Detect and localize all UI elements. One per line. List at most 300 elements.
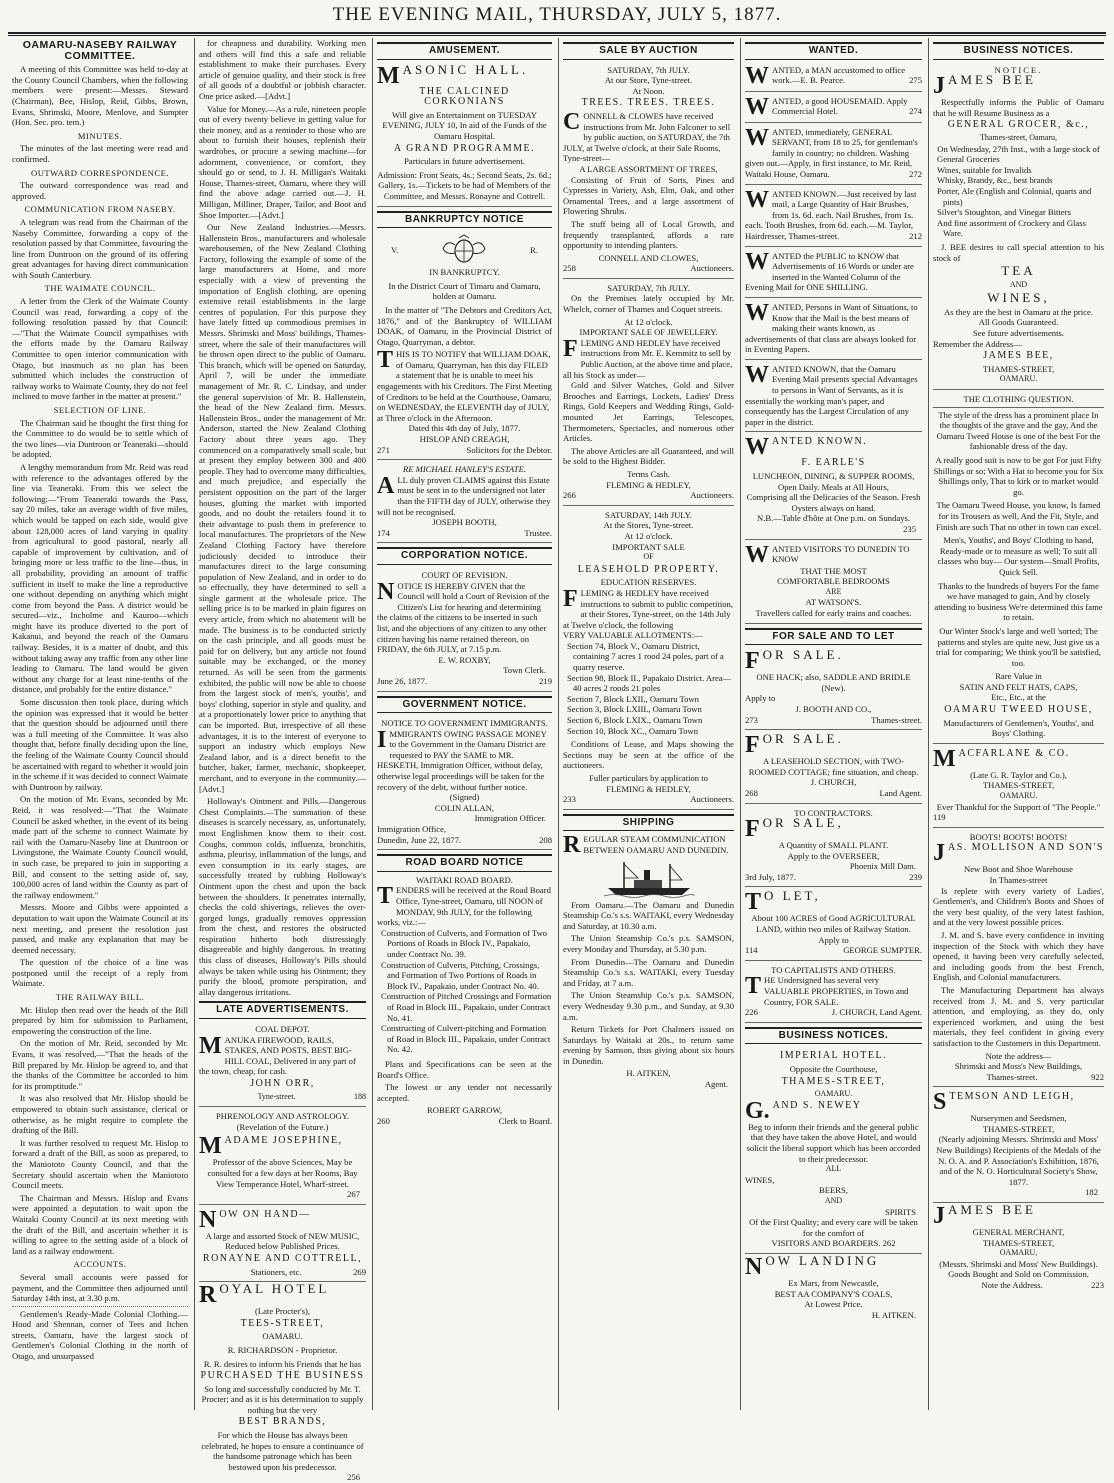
ad-body: Fuller particulars by application to — [589, 773, 708, 783]
for-sale-ad — [745, 732, 922, 803]
ad-title: ASONIC HALL. — [402, 61, 529, 77]
ad-town: OAMARU, — [999, 1248, 1038, 1258]
ad-number: 239 — [909, 871, 922, 882]
ad-role: Solicitors for the Debtor. — [466, 444, 552, 455]
ad-number: 182 — [1085, 1187, 1098, 1198]
ad-line: COMFORTABLE BEDROOMS — [777, 576, 890, 587]
article-paragraph: The minutes of the last meeting were read and confirmed. — [12, 143, 188, 164]
list-item: Section 6, Block LXIX., Oamaru Town — [567, 715, 703, 726]
drop-cap: N — [377, 578, 395, 605]
ad-body: OTICE IS HEREBY GIVEN that the Council will hold a Court of Revision of the Citizen's List for hearing and determining the claims of the citizens to be inserted in such list, and the objections of any citizen to any other citizen having his name retained thereon, on FRIDAY, the 6th JULY, at 7.15 p.m. — [377, 580, 550, 655]
ad-line: BEERS, — [819, 1185, 848, 1196]
ad-role: Immigration Officer. — [474, 813, 546, 824]
ad-subtitle: GENERAL MERCHANT, — [972, 1227, 1065, 1238]
ad-body: The Union Steamship Co.'s p.s. SAMSON, every Monday and Thursday, at 5.30 p.m. — [563, 933, 734, 954]
drop-cap: J — [933, 840, 945, 867]
ad-line: THAT THE MOST — [800, 565, 867, 576]
article-paragraph: The Chairman said he thought the first thing for the Committee to do would be to settle which of the two lines—via Duntroon or Teaneraki—should be adopted. — [12, 417, 188, 460]
ad-street: THAMES-STREET, — [982, 1123, 1055, 1134]
hanley-estate-ad — [377, 462, 552, 543]
ad-line: All Goods Guaranteed. — [978, 317, 1059, 328]
ad-body: A large and assorted Stock of NEW MUSIC, Reduced below Published Prices. — [205, 1230, 360, 1252]
ad-number: 272 — [909, 168, 922, 179]
ad-role: Auctioneers. — [690, 490, 734, 501]
ad-body: In the District Court of Timaru and Oamaru, holden at Oamaru. — [388, 280, 541, 302]
ad-hours: Open Daily. Meals at All Hours, — [778, 481, 889, 492]
ad-body: Conditions of Lease, and Maps showing the Sections may be seen at the office of the auctioneers. — [563, 739, 734, 771]
ad-body: ANTED, immediately, GENERAL SERVANT, from 18 to 25, for gentleman's family in country; no children. Washing given out.—Apply, in first instance, to Mr. Reid, Waitaki House, Oamaru. — [745, 126, 918, 179]
masthead-rule — [8, 32, 1106, 34]
ad-subtitle: New Boot and Shoe Warehouse — [964, 864, 1073, 875]
wanted-ad — [745, 63, 922, 92]
ad-time: At 12 o'clock. — [624, 530, 673, 541]
ad-street: THAMES-STREET, — [781, 1075, 886, 1087]
drop-cap: G. — [745, 1097, 770, 1124]
drop-cap: F — [563, 585, 578, 612]
vr-left: V. — [391, 244, 399, 255]
mollison-ad — [933, 830, 1104, 1087]
ad-body: Gold and Silver Watches, Gold and Silver Brooches and Earrings, Lockets, Ladies' Dress Rings, Gold Keepers and Wedding Rings, Gold-mounted Jet Earrings, Telescopes, Thermometers, Spectacles, and numerous other Articles. — [563, 380, 734, 444]
now-landing-ad — [745, 1252, 922, 1320]
ad-street: THAMES-STREET, — [982, 780, 1055, 791]
ad-of: OF — [643, 552, 654, 562]
ad-number: 174 — [377, 527, 390, 538]
ad-body: Travellers called for early trains and coaches. — [755, 607, 912, 618]
ad-title: LEASEHOLD PROPERTY. — [577, 563, 720, 575]
ad-body: ENDERS will be received at the Road Board Office, Tyne-street, Oamaru, till NOON of MONDAY, 9th JULY, for the following works, viz.:— — [377, 885, 551, 928]
drop-cap: R — [199, 1282, 217, 1309]
ad-number: 212 — [909, 230, 922, 241]
ad-name: AND S. NEWEY — [772, 1099, 862, 1111]
section-heading: OUTWARD CORRESPONDENCE. — [30, 167, 170, 178]
ad-date: SATURDAY, 7th JULY. — [607, 64, 690, 75]
article-paragraph: A meeting of this Committee was held to-day at the County Council Chambers, when the following members were present:—Messrs. Steward (Chairman), Bee, Hislop, Reid, Gibbs, Brown, Evans, Shrimski, Moore, Menlove, and Sumpter (Hon. Sec. pro. tem.) — [12, 64, 188, 128]
ad-line: Etc., Etc., at the — [991, 692, 1046, 703]
masonic-hall-ad — [377, 63, 552, 207]
ad-name: ACFARLANE & CO. — [958, 747, 1070, 759]
ad-date: Dated this 4th day of July, 1877. — [408, 423, 521, 434]
ad-number: 258 — [563, 263, 576, 274]
shipping-heading: SHIPPING — [563, 814, 734, 832]
ad-note: N.B.—Table d'hôte at One p.m. on Sundays. — [757, 513, 910, 524]
list-item: Construction of Culverts, Pitching, Crossings, and Formation of Two Portions of Roads in Block IV., Papakaio, under Contract No. 40. — [381, 959, 540, 991]
ad-role: Trustee. — [524, 527, 552, 538]
article-paragraph: The outward correspondence was read and approved. — [12, 180, 188, 201]
ad-title: WAITAKI ROAD BOARD. — [416, 874, 513, 885]
verse: Men's, Youths', and Boys' Clothing to hand, Ready-made or to measure as well; To suit all classes who buy— Our system—Small Profits, Quick Sell. — [937, 535, 1100, 577]
ad-name: COLIN ALLAN, — [434, 802, 495, 813]
ad-subtitle: (Revelation of the Future.) — [236, 1121, 329, 1132]
ad-title: OR SALE, — [762, 815, 844, 831]
section-heading: COMMUNICATION FROM NASEBY. — [24, 204, 176, 215]
column-6 — [928, 38, 1108, 1410]
ad-name: OAMARU TWEED HOUSE, — [944, 704, 1093, 716]
ad-name: CONNELL AND CLOWES, — [598, 252, 699, 263]
ad-name: ADAME JOSEPHINE, — [224, 1135, 343, 1147]
ad-name: H. AITKEN. — [871, 1309, 916, 1320]
ad-town: OAMARU. — [814, 1089, 853, 1099]
drop-cap: J — [933, 1203, 945, 1230]
ad-number: 188 — [354, 1091, 366, 1101]
drop-cap: W — [745, 186, 769, 213]
ad-street: TEES-STREET, — [240, 1317, 325, 1329]
ad-body: Admission: Front Seats, 4s.; Second Seats, 2s. 6d.; Gallery, 1s.—Tickets to be had of Members of the Committee, and Messrs. Ronayne and Cottrell. — [377, 169, 552, 201]
ad-body: Respectfully informs the Public of Oamaru that he will Resume Business as a — [933, 97, 1104, 118]
ad-body: ANTED, Persons in Want of Situations, to Know that the Mail is the best means of making their wants known, as advertisements of that class are always looked for in Evening Papers. — [745, 301, 918, 355]
article-paragraph: Several small accounts were passed for payment, and the Committee then adjourned until Saturday 14th inst, at 3.30 p.m. — [12, 1271, 188, 1304]
for-sale-ad — [745, 648, 922, 730]
list-item: Constructing of Culvert-pitching and Formation of Road in Block III., Papakaio, under Contract No. 42. — [381, 1023, 551, 1055]
drop-cap: W — [745, 62, 769, 89]
ad-apply: Apply to — [745, 693, 776, 704]
wanted-ad — [745, 125, 922, 185]
ad-name: ROBERT GARROW, — [427, 1105, 502, 1116]
ad-subtitle: (Late Procter's), — [255, 1306, 310, 1317]
ad-title: COAL DEPOT. — [255, 1024, 310, 1035]
capitalists-ad — [745, 963, 922, 1023]
business-notices-heading: BUSINESS NOTICES. — [933, 42, 1104, 60]
article-paragraph: It was also resolved that Mr. Hislop should be empowered to obtain such assistance, clerical or otherwise, as he might require to complete the drafting of the Bill. — [12, 1093, 188, 1136]
section-heading: SELECTION OF LINE. — [53, 405, 147, 415]
ad-body: J. M. and S. have every confidence in inviting inspection of the Stock with which they have opened, it having been very carefully selected, and including goods from the best French, English, and Colonial manufacturers. — [933, 929, 1104, 983]
ad-time: At 12 o'clock. — [624, 316, 673, 327]
ad-body: The Union Steamship Co.'s p.s. SAMSON, every Wednesday 9.30 p.m., and Sunday, at 9.30 a.m. — [563, 990, 734, 1022]
ad-body: Ex Mars, from Newcastle, — [788, 1277, 879, 1288]
ad-name: J. CHURCH, — [810, 777, 857, 788]
bankruptcy-ad — [377, 231, 552, 460]
ad-number: 922 — [1091, 1071, 1104, 1082]
list-item: General Groceries — [937, 154, 1000, 165]
ad-body: Is replete with every variety of Ladies', Gentlemen's, and Children's Boots and Shoes of the very best quality, of the very latest fashion, and at the very lowest possible prices. — [933, 885, 1104, 928]
ad-emphasis: A GRAND PROGRAMME. — [393, 142, 536, 154]
ad-role: Clerk to Board. — [498, 1115, 552, 1126]
ad-body: HE Undersigned has several very VALUABLE PROPERTIES, in Town and Country, FOR SALE. — [764, 975, 909, 1007]
ad-body: The above Articles are all Guaranteed, and will be sold to the Highest Bidder. — [563, 445, 734, 467]
list-item: Construction of Culverts, and Formation of Two Portions of Roads in Block IV., Papakaio, under Contract No. 39. — [381, 927, 548, 959]
imperial-hotel-ad — [745, 1047, 922, 1254]
drop-cap: W — [745, 93, 769, 120]
ad-line: Note the address— — [985, 1050, 1052, 1061]
ad-location: At the Stores, Tyne-street. — [603, 520, 694, 531]
ad-heading: TO CONTRACTORS. — [794, 807, 873, 818]
drop-cap: T — [745, 973, 762, 1000]
ad-line: ALL — [825, 1164, 842, 1174]
drop-cap: R — [563, 832, 581, 859]
sale-by-auction-heading: SALE BY AUCTION — [563, 42, 734, 60]
ad-title: PHRENOLOGY AND ASTROLOGY. — [216, 1111, 349, 1122]
article-paragraph: A lengthy memorandum from Mr. Reid was read with reference to the advantages offered by the line via Teaneraki. From this we select the following:—"From Teaneraki towards the Pass, say 20 miles, take an average width of five miles, which would be tapped on each side, would give about 128,000 acres of land varying in quality from agricultural to good pastoral, nearly all capable of improvement by cultivation, and of bringing more or less traffic to the line—thus, in all probability, providing an amount of traffic sufficient in itself to make the line a reproductive one without depending on anything which might come from beyond the Pass. A district would be secured—viz., Incholme and Kauroo—which might have its produce diverted to the port of Kakanui, and beyond the reach of the Oamaru railway. Besides, it is a matter of doubt, and this without taking away any traffic from any other line leading to Oamaru. The land would be given without any charge for at least nine-tenths of the distance, and probably for the entire distance." — [12, 461, 188, 695]
ad-title: OW ON HAND— — [219, 1208, 311, 1220]
verse: Our Winter Stock's large and well 'sorted; The patterns and styles are quite new, Just give us a trial for comparing; We think you'll be satisfied, too. — [936, 625, 1101, 668]
ad-address: Thames-street. — [871, 714, 922, 725]
ad-body: ANTED KNOWN.—Just received by last mail, a Large Quantity of Hair Brushes, from 1s. 6d. each. Nail Brushes, from 1s. each. Tooth Brushes, from 6d. each.—M. Taylor, Hairdresser, Thames-street. — [745, 188, 917, 241]
ad-line: Remember the Address— — [933, 338, 1022, 349]
corporation-heading: CORPORATION NOTICE. — [377, 547, 552, 565]
drop-cap: M — [377, 62, 400, 89]
ad-subtitle: LUNCHEON, DINING, & SUPPER ROOMS, — [752, 471, 915, 482]
ad-body: ANTED, a MAN accustomed to office work.—E. B. Pearce. — [772, 64, 906, 86]
ad-body: MMIGRANTS OWING PASSAGE MONEY to the Government in the Oamaru District are requested to PAY the SAME to MR. HESKETH, Immigration Officer, without delay, otherwise legal proceedings will be taken for the recovery of the debt, without further notice. — [377, 728, 547, 792]
amusement-heading: AMUSEMENT. — [377, 42, 552, 60]
ad-title: OR SALE. — [762, 731, 844, 747]
wanted-ad — [745, 187, 922, 247]
ad-address: In Thames-street — [989, 875, 1048, 885]
drop-cap: W — [745, 361, 769, 388]
phrenology-ad — [199, 1109, 366, 1205]
ad-body: R. R. desires to inform his Friends that he has — [203, 1358, 362, 1369]
ad-address: Phoenix Mill Dam. — [849, 861, 916, 872]
list-item: Whisky, Brandy, &c., best brands — [937, 175, 1053, 186]
drop-cap: A — [377, 472, 395, 499]
ad-body: About 100 ACRES of Good AGRICULTURAL LAND, within two miles of Railway Station. — [751, 913, 916, 935]
ad-body: In the matter of "The Debtors and Creditors Act, 1876," and of the Bankruptcy of WILLIAM DOAK, of Oamaru, in the Provincial District of Otago, Quarryman, a debtor. — [377, 304, 552, 347]
ad-number: 223 — [1091, 1280, 1104, 1290]
ad-line: Shrimski and Moss's New Buildings, — [954, 1061, 1083, 1072]
ad-body: A LEASEHOLD SECTION, with TWO-ROOMED COTTAGE; fine situation, and cheap. — [748, 756, 919, 777]
ad-line: AT WATSON'S. — [805, 597, 862, 608]
ad-body: Return Tickets for Port Chalmers issued on Saturdays by Waitaki at 20s., to return same evening by Samson, thus giving about six hours in Dunedin. — [563, 1024, 734, 1066]
list-item: Section 3, Block LXIII., Oamaru Town — [567, 704, 702, 715]
ad-body: From Dunedin—The Oamaru and Dunedin Steamship Co.'s s.s. WAITAKI, every Tuesday and Friday, at 7 a.m. — [563, 956, 734, 988]
ad-body: ANTED the PUBLIC to KNOW that Advertisements of 16 Words or under are inserted in the Wanted Column of the Evening Mail for ONE SHILLING. — [745, 250, 914, 293]
ad-number: 226 — [745, 1007, 758, 1018]
list-item: Silver's Stoughton, and Vinegar Bitters — [937, 207, 1071, 218]
ad-body: The lowest or any tender not necessarily accepted. — [377, 1082, 552, 1103]
list-item: And fine assortment of Crockery and Glass Ware. — [937, 217, 1086, 239]
article-paragraph: On the motion of Mr. Reid, seconded by Mr. Evans, it was resolved,—"That the heads of the Bill prepared by Mr. Hislop be agreed to, and that the thanks of the Committee be accorded to him for its promptitude." — [12, 1038, 188, 1091]
drop-cap: T — [377, 883, 394, 910]
government-ad — [377, 716, 552, 850]
coal-depot-ad — [199, 1022, 366, 1107]
ad-title: ANTED VISITORS TO DUNEDIN TO KNOW — [772, 543, 910, 565]
ad-body: Plans and Specifications can be seen at the Board's Office. — [377, 1058, 552, 1080]
advt-paragraph: Holloway's Ointment and Pills.—Dangerous Chest Complaints.—The summation of these diseases is scarcely necessary, as, unfortunately, most Englishmen know them to their cost. Coughs, common colds, influenza, bronchitis, asthma, pleurisy, inflammation of the lungs, and even consumption in its early stages, are successfully treated by rubbing Holloway's Ointment upon the chest and upon the back between the shoulders. It penetrates internally, checks the cold shiverings, relieves the over-gorged lungs, gradually removes oppression from the chest, and restores the obstructed respiration hitherto both distressingly disagreeable and highly dangerous. In treating this class of diseases, Holloway's Pills should always be taken while using his Ointment; they purify the blood, promote perspiration, and allay dangerous irritations. — [199, 796, 366, 997]
ad-name: AMES BEE — [948, 72, 1036, 88]
ad-number: 219 — [539, 675, 552, 686]
ad-location: At our Store, Tyne-street. — [604, 75, 693, 86]
ad-title: OYAL HOTEL — [219, 1281, 330, 1297]
ad-proprietor: R. RICHARDSON - Proprietor. — [227, 1344, 338, 1355]
james-bee-merchant-ad — [933, 1202, 1104, 1291]
leasehold-auction-ad — [563, 508, 734, 810]
ad-emphasis: PURCHASED THE BUSINESS — [200, 1370, 365, 1382]
article-paragraph: The Chairman and Messrs. Hislop and Evans were appointed a deputation to wait upon the Waitaki County Council at its next meeting with the draft of the Bill, and ascertain whether it is willing to agree to the setting aside of a block of land as a railway endowment. — [12, 1192, 188, 1256]
section-heading: MINUTES. — [77, 130, 123, 141]
ad-body: Will give an Entertainment on TUESDAY EVENING, JULY 10, In aid of the Funds of the Oamaru Hospital. — [382, 109, 547, 141]
ad-role: Agent. — [704, 1079, 728, 1090]
ad-title: ANTED KNOWN. — [772, 436, 868, 448]
ad-role: Land Agent. — [879, 787, 922, 798]
list-item: Porter, Ale (English and Colonial, quarts and pints) — [937, 185, 1092, 207]
ad-subtitle: Stationers, etc. — [250, 1266, 302, 1277]
drop-cap: M — [199, 1032, 222, 1059]
advt-paragraph: for cheapness and durability. Working men and others will find this a safe and reliable establishment to make their purchases. Every article of genuine quality, and their stock is free of all goods of a doubtful or jobbish character. One price asked.—[Advt.] — [199, 38, 366, 101]
article-paragraph: It was further resolved to request Mr. Hislop to forward a draft of the Bill, as soon as prepared, to the Maniototo County Council, and that the Secretary should ascertain when the Maniototo Council meets. — [12, 1137, 188, 1191]
ad-line: SPIRITS — [884, 1206, 916, 1217]
ad-address: Thames-street, Oamaru, — [979, 132, 1058, 142]
column-3 — [372, 38, 556, 1410]
drop-cap: F — [745, 816, 760, 843]
drop-cap: W — [745, 299, 769, 326]
ad-role: Auctioneers. — [690, 794, 734, 805]
drop-cap: F — [745, 648, 760, 675]
column-4 — [558, 38, 738, 1410]
ad-number: 260 — [377, 1115, 390, 1126]
ad-name: AS. MOLLISON AND SON'S — [948, 842, 1104, 854]
for-sale-heading: FOR SALE AND TO LET — [745, 628, 922, 646]
drop-cap: T — [745, 889, 762, 916]
ad-street: THAMES-STREET, — [982, 1237, 1055, 1248]
ad-time: At Noon. — [632, 85, 665, 96]
ad-line: AND — [824, 1195, 843, 1205]
ad-town: OAMARU. — [999, 374, 1038, 384]
ad-body: The Manufacturing Department has always received from J. M. and S. very particular attention, and employing, as they do, only experienced workmen, and using the best materials, they feel confident in giving every satisfaction to the Customers in this Department. — [933, 984, 1104, 1048]
section-heading: THE WAIMATE COUNCIL. — [44, 283, 156, 294]
verse: A really good suit is now to be got For just Fifty Shillings or so; With a Hat to become you for Six Shillings only, That to kirk or to market would go. — [933, 455, 1104, 497]
ad-number: 119 — [933, 812, 946, 823]
ad-line: AND — [1009, 279, 1028, 289]
ad-title: O LET, — [764, 888, 821, 904]
wanted-ad — [745, 249, 922, 298]
ad-title: NOTICE TO GOVERNMENT IMMIGRANTS. — [381, 718, 548, 729]
ad-body: So long and successfully conducted by Mr. T. Procter; and as it is his determination to supply nothing but the very — [201, 1383, 364, 1415]
drop-cap: M — [933, 745, 956, 772]
ad-title: IMPORTANT SALE OF JEWELLERY. — [579, 327, 718, 338]
ad-name: JOHN ORR, — [250, 1078, 315, 1089]
article-paragraph: Messrs. Moore and Gibbs were appointed a deputation to wait upon the Waimate Council at its next meeting, and present the resolution just passed, and make any explanation that may be deemed necessary. — [12, 902, 188, 955]
road-board-heading: ROAD BOARD NOTICE — [377, 854, 552, 872]
ad-body: ANUKA FIREWOOD, RAILS, STAKES, AND POSTS, BEST BIG-HILL COAL, Delivered in any part of the town, cheap, for cash. — [199, 1034, 356, 1077]
ad-body: A Quantity of SMALL PLANT. — [778, 840, 889, 851]
list-item: Section 7, Block LXII., Oamaru Town — [567, 693, 699, 704]
ad-title: GENERAL GROCER, &c., — [947, 119, 1090, 131]
ad-number: 256 — [347, 1472, 360, 1483]
ad-body: Professor of the above Sciences, May be consulted for a few days at her Rooms, Bay View Temperance Hotel, Wharf-street. — [207, 1157, 358, 1189]
ad-emphasis: BEST BRANDS, — [238, 1416, 327, 1428]
ad-heading: BOOTS! BOOTS! BOOTS! — [969, 831, 1068, 842]
ad-name: E. W. ROXBY, — [438, 654, 491, 665]
ad-body: Manufacturers of Gentlemen's, Youths', and Boys' Clothing. — [943, 717, 1094, 739]
ad-name: TEMSON AND LEIGH, — [949, 1091, 1075, 1103]
ad-number: 275 — [909, 75, 922, 86]
ad-name: F. EARLE'S — [801, 457, 866, 469]
shipping-ad — [563, 834, 734, 1089]
ad-body: (Messrs. Shrimski and Moss' New Buildings). — [939, 1258, 1098, 1269]
ad-heading: TO CAPITALISTS AND OTHERS. — [771, 964, 896, 975]
column-1 — [8, 38, 192, 1410]
business-notices-heading: BUSINESS NOTICES. — [745, 1027, 922, 1045]
advt-paragraph: Our New Zealand Industries.—Messrs. Hallenstein Bros., manufacturers and wholesale warehousemen, of the New Zealand Clothing Factory, following the example of some of the large manufacturers at Home, and more especially with a view of preventing the importation of English clothing, are opening extensive retail establishments in the large centres of population. For this purpose they have lately fitted up commodious premises in Messrs. Shrimski and Moss' buildings, Thames-street, where the sale of their manufactures will be thrown open direct to the public of Oamaru. This branch, which will be opened on Saturday, April 7, will be under the immediate management of Mr. R. C. Lindsay, and under the general supervision of Mr. B. Hallenstein, the head of the New Zealand firm. Messrs. Hallenstein Bros., under the management of Mr. Anderson, started the New Zealand Clothing Factory about three years ago. They commenced on a comparatively small scale, but at present they employ between 300 and 400 people. They had to overcome many difficulties, and much prejudice, and especially the persistent opposition on the part of the larger houses, glutting the market with imported goods, and no doubt the retailers found it to their advantage to push them in preference to local manufactures. The proprietors of the New Zealand Clothing Factory have therefore judiciously decided to introduce their manufactures direct to the large consuming population of New Zealand, and in order to do so effectually, they have determined to sell a single garment at the wholesale price. The selling price is to be marked in plain figures on every article, from which no abatement will be made. The business is to be conducted strictly on the cash principle, and all goods must be paid for on delivery, but any article not found suitable may be exchanged, or the money returned. As will be seen from the garments exhibited, the public will now be able to choose from the largest stock of men's, youths', and boys' clothing, superior in style and quality, and at a proportionately lower price to anything that can be imported. But, irrespective of all these advantages, it is to the interest of everyone to support an industry which employs New Zealand labor, and is a direct benefit to the butcher, baker, farmer, mechanic, shopkeeper, merchant, and to everyone in the community.—[Advt.] — [199, 222, 366, 794]
verse: The Oamaru Tweed House, you know, Is famed for its Trousers as well, And the Fit, Style, and Finish are such That no other in town can excel. — [936, 500, 1101, 532]
ad-name: RONAYNE AND COTTRELL, — [202, 1252, 363, 1264]
ad-number: 114 — [745, 945, 758, 956]
ad-date: June 26, 1877. — [377, 675, 428, 686]
ad-body: ONNELL & CLOWES have received instructions from Mr. John Falconer to sell by public auction, on SATURDAY, the 7th JULY, at Twelve o'clock, at their Sale Rooms, Tyne-street— — [563, 110, 731, 164]
ad-date: SATURDAY, 7th JULY. — [607, 282, 690, 293]
ad-signed: (Signed) — [449, 792, 480, 803]
ad-emphasis: SATIN AND FELT HATS, CAPS, — [959, 681, 1078, 692]
ad-apply: Apply to the OVERSEER, — [787, 850, 880, 861]
ad-town: OAMARU. — [262, 1331, 303, 1342]
contractors-ad — [745, 806, 922, 888]
ad-number: 271 — [377, 444, 390, 455]
ad-line: ARE — [825, 586, 842, 596]
list-item: Section 10, Block XC., Oamaru Town — [567, 725, 698, 736]
ad-date: 3rd July, 1877. — [745, 871, 797, 882]
ad-street: THAMES-STREET, — [982, 363, 1055, 374]
ad-body: LEMING AND HEDLEY have received instructions from Mr. E. Kemmitz to sell by Public Auction, at the above time and place, all his Stock as under— — [563, 337, 733, 380]
vr-right: R. — [530, 244, 538, 255]
column-5 — [740, 38, 926, 1410]
ad-emphasis: VISITORS AND BOARDERS. — [771, 1238, 881, 1249]
ad-line: WINES, — [745, 1174, 775, 1185]
drop-cap: M — [199, 1133, 222, 1160]
ad-body: Beg to inform their friends and the general public that they have taken the above Hotel, and would solicit the liberal support which has been accorded to their predecessor. — [746, 1121, 921, 1164]
drop-cap: W — [745, 124, 769, 151]
ad-street: Thames-street. — [986, 1071, 1038, 1082]
divider — [12, 1306, 188, 1307]
drop-cap: W — [745, 541, 769, 568]
ad-body: ANTED, a good HOUSEMAID. Apply Commercial Hotel. — [772, 95, 908, 117]
jewellery-auction-ad — [563, 281, 734, 506]
macfarlane-ad — [933, 746, 1104, 828]
ad-body: LEMING & HEDLEY have received instructions to submit to public competition, at their Stores, Tyne-street, on the 14th July at Twelve o'clock, the following — [563, 587, 733, 630]
ad-emphasis: BEST AA COMPANY'S COALS, — [774, 1288, 893, 1299]
ad-title: IMPERIAL HOTEL. — [779, 1050, 888, 1062]
ad-line: See future advertisements. — [973, 328, 1064, 339]
drop-cap: W — [745, 434, 769, 461]
royal-crest-icon — [439, 235, 489, 265]
ad-apply: Apply to — [818, 934, 849, 945]
ad-name: FLEMING & HEDLEY, — [606, 783, 691, 794]
drop-cap: I — [377, 726, 387, 753]
ad-subtitle: EDUCATION RESERVES. — [600, 577, 697, 588]
drop-cap: T — [377, 347, 394, 374]
wanted-ad — [745, 362, 922, 433]
ad-number: 208 — [539, 834, 552, 845]
ad-number: 267 — [347, 1189, 360, 1200]
ad-location: Opposite the Courthouse, — [789, 1064, 878, 1074]
ad-role: Auctioneers. — [690, 263, 734, 274]
ad-subtitle: Nurserymen and Seedsmen, — [970, 1113, 1067, 1124]
list-item: Section 98, Block II., Papakaio District. Area—40 acres 2 roods 21 poles — [567, 672, 732, 694]
stemson-leigh-ad — [933, 1089, 1104, 1203]
steamship-icon — [604, 858, 694, 898]
earles-rooms-ad — [745, 434, 922, 539]
ad-number: 269 — [353, 1266, 366, 1277]
verse: Thanks to the hundreds of buyers For the fame we have managed to gain, And by closely attending to business We're determined this fame to retain. — [934, 580, 1103, 623]
article-paragraph: A telegram was read from the Chairman of the Naseby Committee, forwarding a copy of the resolution passed by that Committee, favouring the line from Duntroon on the ground of its offering great advantages for having direct communication with South Canterbury. — [12, 216, 188, 280]
royal-hotel-ad — [199, 1281, 366, 1483]
ad-town: OAMARU. — [999, 791, 1038, 801]
ad-body: The stuff being all of Local Growth, and frequently transplanted, affords a rare opportunity to intending planters. — [563, 218, 734, 251]
ad-body: ANTED KNOWN, that the Oamaru Evening Mail presents special Advantages to persons in Want of Servants, as it is essentially the working man's paper, and consequently has the Largest Circulation of any paper in the district. — [745, 363, 918, 427]
watsons-ad — [745, 542, 922, 624]
drop-cap: S — [933, 1089, 947, 1116]
tweed-house-ad — [933, 392, 1104, 744]
bankruptcy-heading: BANKRUPTCY NOTICE — [377, 211, 552, 229]
ad-body: At Lowest Price. — [804, 1299, 863, 1310]
ad-body: Goods Bought and Sold on Commission. — [948, 1269, 1089, 1280]
trees-auction-ad — [563, 63, 734, 279]
ad-line: Note the Address. — [981, 1280, 1043, 1290]
ad-subtitle: A LARGE ASSORTMENT OF TREES, — [579, 163, 718, 174]
ad-location: On the Premises lately occupied by Mr. Whelch, corner of Thames and Coquet streets. — [563, 293, 734, 315]
drop-cap: F — [563, 335, 578, 362]
ad-name: J. BOOTH AND CO., — [795, 703, 872, 714]
drop-cap: J — [933, 73, 945, 100]
wanted-heading: WANTED. — [745, 42, 922, 60]
